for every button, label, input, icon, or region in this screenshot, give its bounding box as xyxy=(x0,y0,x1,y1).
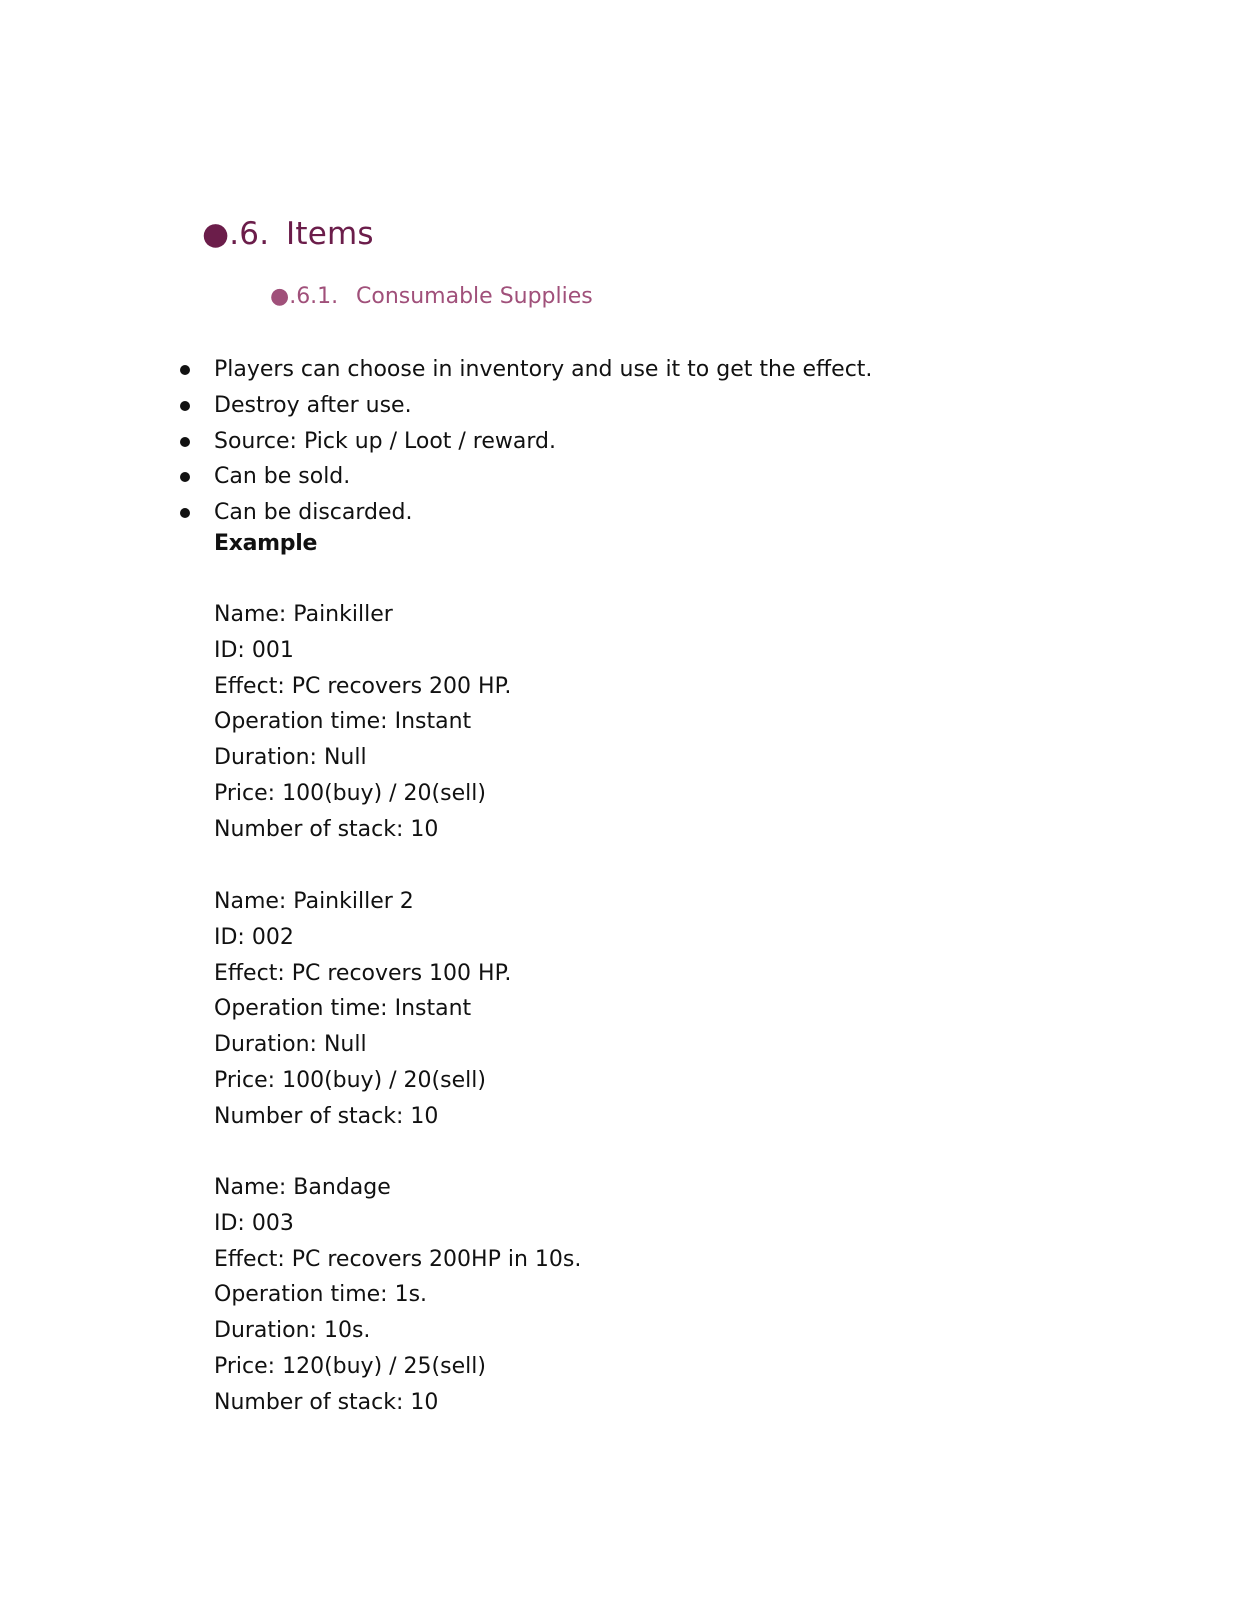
bullet-icon xyxy=(180,508,190,518)
rules-list xyxy=(0,352,1236,531)
item-effect: Effect: PC recovers 200HP in 10s. xyxy=(214,1246,582,1272)
item-id: ID: 001 xyxy=(214,637,294,663)
section-title: Items xyxy=(286,216,374,252)
item-duration: Duration: Null xyxy=(214,1032,367,1058)
subsection-number: ●.6.1. xyxy=(270,284,339,309)
item-id: ID: 002 xyxy=(214,924,294,950)
bullet-icon xyxy=(180,472,190,482)
item-duration: Duration: Null xyxy=(214,745,367,771)
item-block-bandage xyxy=(214,1170,581,1421)
item-stack: Number of stack: 10 xyxy=(214,1103,439,1129)
list-item: Can be sold. xyxy=(0,459,1236,495)
list-item: Can be discarded. xyxy=(0,495,1236,531)
section-number: ●.6. xyxy=(202,216,270,252)
subsection-title: Consumable Supplies xyxy=(356,284,593,309)
list-item: Players can choose in inventory and use it to get the effect. xyxy=(0,352,1236,388)
item-price: Price: 100(buy) / 20(sell) xyxy=(214,780,486,806)
item-block-painkiller xyxy=(214,597,511,848)
list-item: Destroy after use. xyxy=(0,388,1236,424)
item-name: Name: Bandage xyxy=(214,1175,391,1200)
item-stack: Number of stack: 10 xyxy=(214,816,439,842)
item-duration: Duration: 10s. xyxy=(214,1318,371,1344)
item-effect: Effect: PC recovers 100 HP. xyxy=(214,960,512,986)
item-name: Name: Painkiller xyxy=(214,602,393,627)
bullet-icon xyxy=(180,437,190,447)
item-effect: Effect: PC recovers 200 HP. xyxy=(214,673,512,699)
subsection-heading xyxy=(270,284,593,309)
item-operation-time: Operation time: Instant xyxy=(214,709,472,735)
section-heading xyxy=(202,216,374,260)
item-price: Price: 100(buy) / 20(sell) xyxy=(214,1067,486,1093)
item-id: ID: 003 xyxy=(214,1210,294,1236)
item-operation-time: Operation time: 1s. xyxy=(214,1282,428,1308)
list-item: Source: Pick up / Loot / reward. xyxy=(0,424,1236,460)
item-price: Price: 120(buy) / 25(sell) xyxy=(214,1353,486,1379)
example-label: Example xyxy=(214,531,318,556)
item-block-painkiller-2 xyxy=(214,884,511,1135)
bullet-icon xyxy=(180,365,190,375)
item-stack: Number of stack: 10 xyxy=(214,1389,439,1415)
bullet-icon xyxy=(180,401,190,411)
item-name: Name: Painkiller 2 xyxy=(214,889,414,914)
item-operation-time: Operation time: Instant xyxy=(214,996,472,1022)
